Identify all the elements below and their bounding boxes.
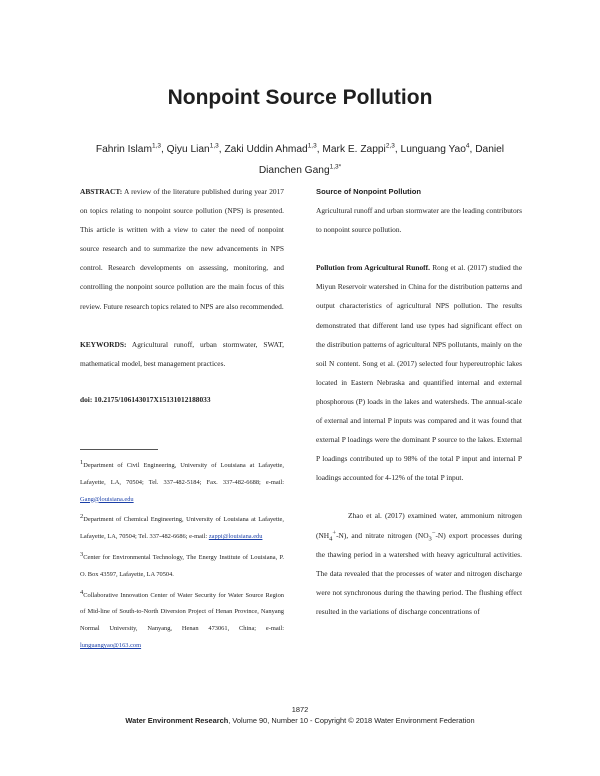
author-name: Lunguang Yao xyxy=(400,144,466,155)
email-link[interactable]: zappi@louisiana.edu xyxy=(208,533,263,541)
abstract-text: A review of the literature published during year 2017 on topics relating to nonpoint source pollution (NPS) is presented. This article is written with a view to cater the need of nonpoint source research and to summarize the new advancements in NPS control. Research developments on assessing, monitoring, and controlling the nonpoint source pollution are the main focus of this review. Future research topics related to NPS are also recommended. xyxy=(80,187,284,311)
section-intro: Agricultural runoff and urban stormwater are the leading contributors to nonpoint source pollution. xyxy=(316,206,522,235)
journal-details: , Volume 90, Number 10 - Copyright © 2018 Water Environment Federation xyxy=(228,716,475,725)
footnote-2: $^2$Department of Chemical Engineering, University of Louisiana at Lafayette, Lafayette, LA, 70504; Tel. 337-482-6686; e-mail: zappi@louisiana.edu xyxy=(80,513,284,541)
journal-footer xyxy=(0,716,600,725)
author-name: Fahrin Islam xyxy=(95,144,152,155)
paragraph-zhao: Zhao et al. (2017) examined water, ammonium nitrogen $(NH_4^+-N)$, and nitrate nitrogen $(NO_3^--N)$ export processes during the thawing period in a watershed with heavy agricultural activities. The data revealed that the processes of water and nitrogen discharge were not synchronous during the thawing period. The flushing effect resulted in the variations of discharge concentrations of xyxy=(316,511,522,616)
author-affiliation: 1,3 xyxy=(307,142,317,150)
author-name: Daniel Dianchen Gang xyxy=(258,144,505,176)
author-affiliation: 1,3 xyxy=(151,142,161,150)
author-affiliation: 4 xyxy=(465,142,470,150)
paragraph-heading: Pollution from Agricultural Runoff. xyxy=(316,263,430,273)
author-affiliation: 2,3 xyxy=(385,142,395,150)
author-name: Mark E. Zappi xyxy=(322,144,386,155)
email-link[interactable]: Gang@louisiana.edu xyxy=(80,495,134,503)
author-affiliation: 1,3 xyxy=(209,142,219,150)
left-column xyxy=(80,182,284,659)
keywords-text: Agricultural runoff, urban stormwater, SWAT, mathematical model, best management practices. xyxy=(80,339,284,368)
footnote-4: $^4$Collaborative Innovation Center of Water Security for Water Source Region of Mid-line of South-to-North Diversion Project of Henan Province, Nanyang Normal University, Nanyang, Henan 473061, China; e-mail: lunguangyao@163.com xyxy=(80,588,284,649)
footnote-1: $^1$Department of Civil Engineering, University of Louisiana at Lafayette, Lafayette, LA, 70504; Tel. 337-482-5184; Fax. 337-482-6688; e-mail: Gang@louisiana.edu xyxy=(80,458,284,503)
keywords xyxy=(80,335,284,373)
keywords-label: KEYWORDS: xyxy=(80,339,127,349)
author-list: Fahrin Islam$^{1,3}$, Qiyu Lian$^{1,3}$, Zaki Uddin Ahmad$^{1,3}$, Mark E. Zappi$^{2,3}$, Lunguang Yao$^4$, Daniel Dianchen Gang$^{1,3*}$ xyxy=(95,142,505,176)
author-name: Zaki Uddin Ahmad xyxy=(224,144,308,155)
abstract-label: ABSTRACT: xyxy=(80,187,123,196)
page-number: 1872 xyxy=(291,705,309,714)
footnote-3: $^3$Center for Environmental Technology, The Energy Institute of Louisiana, P. O. Box 43597, Lafayette, LA 70504. xyxy=(80,550,284,578)
author-name: Qiyu Lian xyxy=(166,144,210,155)
right-column xyxy=(316,182,522,621)
paper-title: Nonpoint Source Pollution xyxy=(167,86,433,109)
abstract xyxy=(80,182,284,316)
journal-name: Water Environment Research xyxy=(125,716,229,725)
doi: doi: 10.2175/106143017X15131012188033 xyxy=(80,394,211,404)
footnote-divider xyxy=(80,449,158,450)
author-affiliation: 1,3* xyxy=(329,163,342,171)
email-link[interactable]: lunguangyao@163.com xyxy=(80,641,142,649)
paragraph-agricultural-runoff: Pollution from Agricultural Runoff. Rong et al. (2017) studied the Miyun Reservoir watershed in China for the distribution patterns and output characteristics of agricultural NPS pollution. The results demonstrated that different land use types had significant effect on the distribution patterns of agricultural NPS pollutants, mainly on the soil N content. Song et al. (2017) selected four hypereutrophic lakes located in Eastern Nebraska and quantified internal and external phosphorous (P) loads in the lakes and watersheds. The annual-scale of external and internal P inputs was compared and it was found that external P loadings were the dominant P source to the lakes. External P loadings contributed up to 98% of the total P input and internal P loadings accounted for 4-12% of the total P input. xyxy=(316,263,522,483)
section-heading: Source of Nonpoint Pollution xyxy=(316,187,422,196)
